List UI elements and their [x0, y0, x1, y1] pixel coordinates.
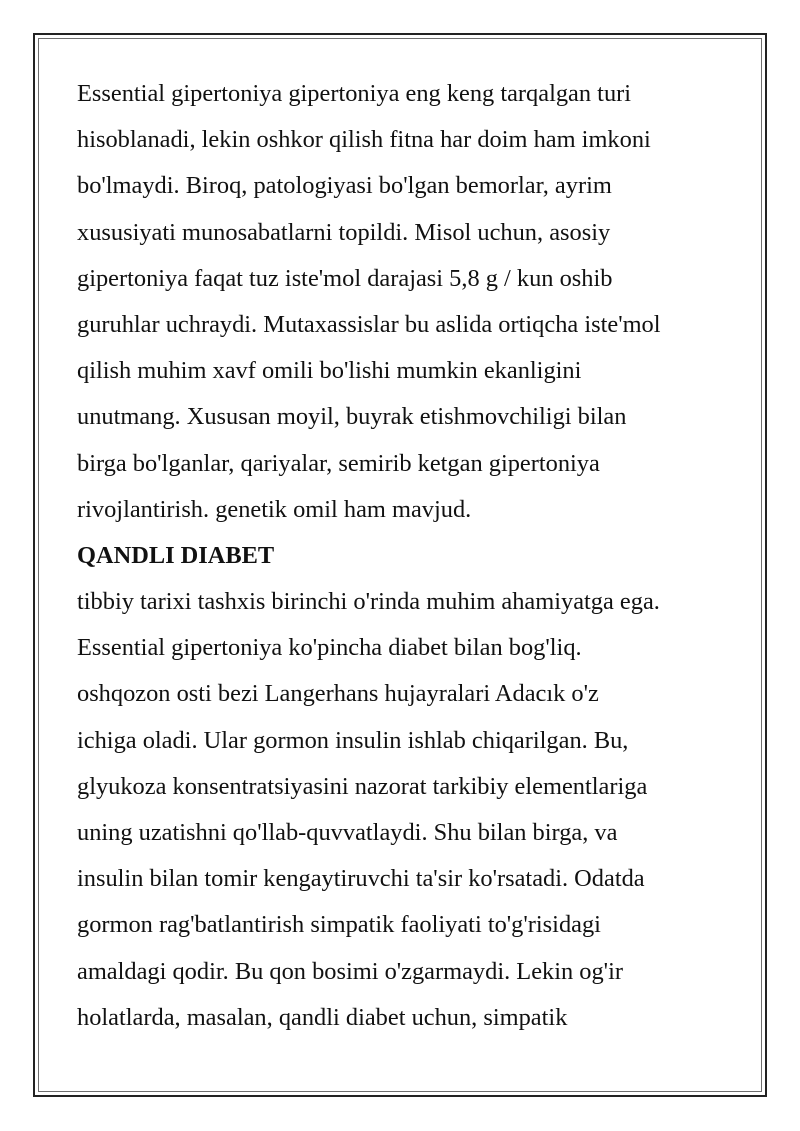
text-line: gormon rag'batlantirish simpatik faoliyati to'g'risidagi [77, 911, 601, 939]
paragraph-diabetes [77, 579, 737, 1041]
text-line: hisoblanadi, lekin oshkor qilish fitna har doim ham imkoni [77, 126, 651, 154]
paragraph-essential-hypertension [77, 71, 737, 533]
text-line: bo'lmaydi. Biroq, patologiyasi bo'lgan bemorlar, ayrim [77, 172, 612, 200]
text-line: Essential gipertoniya gipertoniya eng keng tarqalgan turi [77, 80, 632, 107]
document-body [77, 71, 737, 1041]
text-line: glyukoza konsentratsiyasini nazorat tarkibiy elementlariga [77, 772, 648, 800]
text-line: gipertoniya faqat tuz iste'mol darajasi 5,8 g / kun oshib [77, 264, 613, 292]
text-line: insulin bilan tomir kengaytiruvchi ta'sir ko'rsatadi. Odatda [77, 865, 645, 893]
text-line: oshqozon osti bezi Langerhans hujayralari Adacık o'z [77, 680, 599, 708]
text-line: amaldagi qodir. Bu qon bosimi o'zgarmaydi. Lekin og'ir [77, 957, 623, 985]
text-line: uning uzatishni qo'llab-quvvatlaydi. Shu bilan birga, va [77, 819, 618, 846]
text-line: birga bo'lganlar, qariyalar, semirib ketgan gipertoniya [77, 449, 600, 477]
text-line: Essential gipertoniya ko'pincha diabet bilan bog'liq. [77, 634, 582, 662]
text-line: tibbiy tarixi tashxis birinchi o'rinda muhim ahamiyatga ega. [77, 588, 660, 616]
text-line: holatlarda, masalan, qandli diabet uchun, simpatik [77, 1003, 568, 1031]
section-heading: QANDLI DIABET [77, 541, 275, 569]
text-line: guruhlar uchraydi. Mutaxassislar bu aslida ortiqcha iste'mol [77, 310, 661, 338]
text-line: rivojlantirish. genetik omil ham mavjud. [77, 495, 472, 523]
text-line: ichiga oladi. Ular gormon insulin ishlab chiqarilgan. Bu, [77, 726, 629, 754]
text-line: qilish muhim xavf omili bo'lishi mumkin ekanligini [77, 357, 582, 385]
text-line: xususiyati munosabatlarni topildi. Misol uchun, asosiy [77, 218, 611, 246]
text-line: unutmang. Xususan moyil, buyrak etishmovchiligi bilan [77, 403, 627, 431]
